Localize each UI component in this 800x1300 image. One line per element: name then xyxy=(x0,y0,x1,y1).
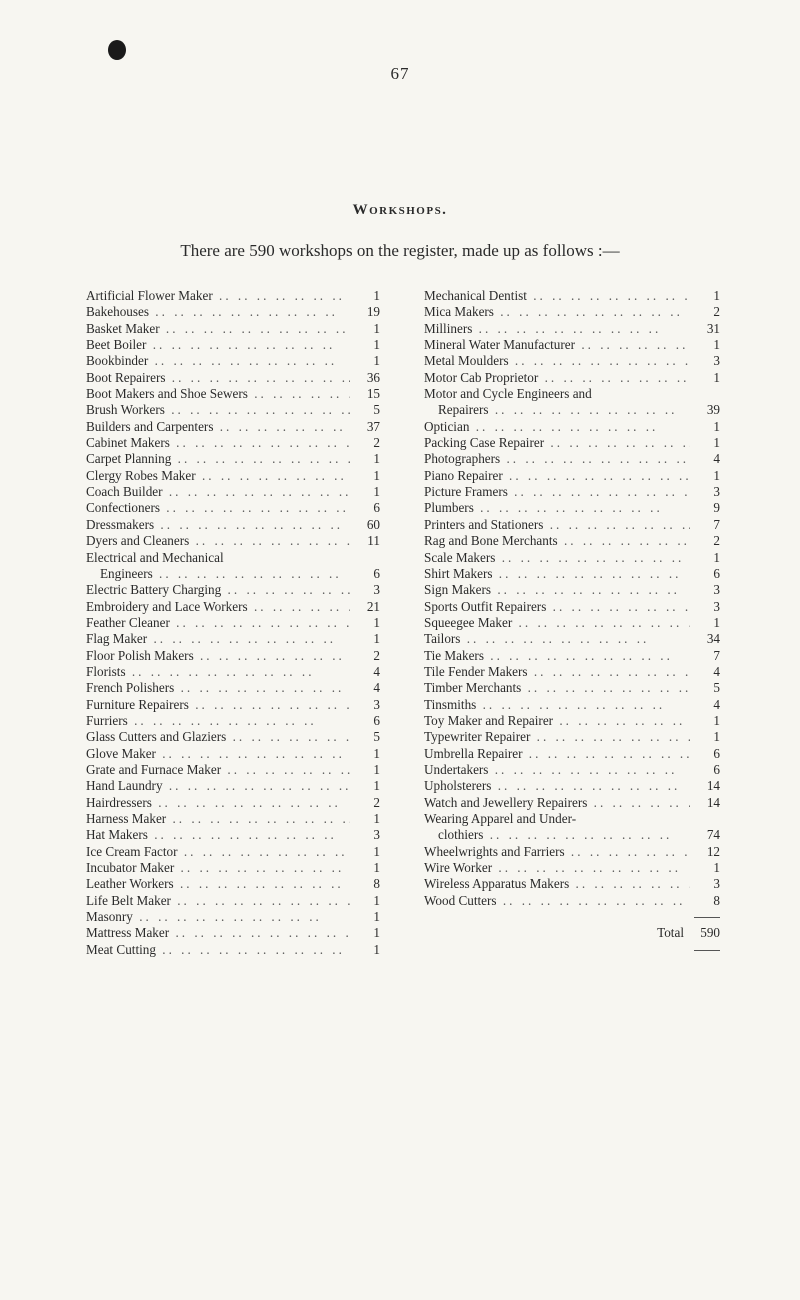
trade-count: 1 xyxy=(713,549,720,565)
list-item xyxy=(424,353,720,369)
trade-count: 4 xyxy=(713,696,720,712)
trade-name: Tinsmiths .. .. xyxy=(424,697,690,713)
trade-count: 6 xyxy=(373,565,380,581)
list-item xyxy=(86,468,380,484)
trade-name: Builders and Carpenters .. .. xyxy=(86,419,350,435)
trade-count: 1 xyxy=(713,435,720,451)
list-item xyxy=(86,353,380,369)
list-item xyxy=(424,419,720,435)
trade-name: Piano Repairer .. .. xyxy=(424,468,690,484)
list-item xyxy=(424,321,720,337)
trade-name: Artificial Flower Maker .. .. xyxy=(86,288,350,304)
list-item xyxy=(86,795,380,811)
trade-count: 3 xyxy=(373,827,380,843)
trade-name: Beet Boiler .. .. xyxy=(86,337,350,353)
list-item xyxy=(86,419,380,435)
list-item xyxy=(86,615,380,631)
intro-text: There are 590 workshops on the register, made up as follows :— xyxy=(180,241,620,260)
trade-count: 21 xyxy=(366,598,380,614)
list-item xyxy=(86,876,380,892)
list-item xyxy=(424,451,720,467)
trade-count: 1 xyxy=(713,729,720,745)
trade-count: 60 xyxy=(366,516,380,532)
list-item xyxy=(86,648,380,664)
trade-count: 3 xyxy=(373,696,380,712)
trade-name: Carpet Planning .. .. xyxy=(86,451,350,467)
trade-count: 74 xyxy=(706,827,720,843)
trade-name: Typewriter Repairer .. .. xyxy=(424,729,690,745)
trade-name: Feather Cleaner .. .. xyxy=(86,615,350,631)
trade-name: Watch and Jewellery Repairers .. .. xyxy=(424,795,690,811)
trade-name: Milliners .. .. xyxy=(424,321,690,337)
trade-name: Leather Workers .. .. xyxy=(86,876,350,892)
trade-name: Hat Makers .. .. xyxy=(86,827,350,843)
list-item xyxy=(86,713,380,729)
trade-name: Rag and Bone Merchants .. .. xyxy=(424,533,690,549)
list-item xyxy=(424,550,720,566)
trade-name: Sports Outfit Repairers .. .. xyxy=(424,599,690,615)
trade-count: 12 xyxy=(706,843,720,859)
list-item xyxy=(86,893,380,909)
trade-count: 1 xyxy=(373,892,380,908)
list-item xyxy=(86,697,380,713)
trade-count: 4 xyxy=(713,451,720,467)
trade-count: 3 xyxy=(713,582,720,598)
trade-count: 3 xyxy=(373,582,380,598)
list-item xyxy=(424,795,720,811)
total-row xyxy=(424,925,720,941)
list-item xyxy=(424,778,720,794)
trade-name: Ice Cream Factor .. .. xyxy=(86,844,350,860)
trade-name: Tile Fender Makers .. .. xyxy=(424,664,690,680)
trade-name: Mica Makers .. .. xyxy=(424,304,690,320)
list-item xyxy=(424,893,720,909)
trade-name: Grate and Furnace Maker .. .. xyxy=(86,762,350,778)
trade-count: 8 xyxy=(373,876,380,892)
trade-count: 6 xyxy=(713,745,720,761)
list-item xyxy=(86,762,380,778)
list-item xyxy=(424,435,720,451)
list-item xyxy=(86,680,380,696)
list-item xyxy=(86,942,380,958)
list-item xyxy=(86,304,380,320)
list-item xyxy=(424,304,720,320)
list-item xyxy=(424,844,720,860)
list-item xyxy=(424,664,720,680)
trade-count: 5 xyxy=(713,680,720,696)
list-item xyxy=(86,566,380,582)
trade-name: Cabinet Makers .. .. xyxy=(86,435,350,451)
trade-count: 1 xyxy=(373,337,380,353)
trade-count: 9 xyxy=(713,500,720,516)
trade-name: Squeegee Maker .. .. xyxy=(424,615,690,631)
trade-name: Bookbinder .. .. xyxy=(86,353,350,369)
trade-count: 3 xyxy=(713,876,720,892)
trade-name: Boot Repairers .. .. xyxy=(86,370,350,386)
trade-name: Flag Maker .. .. xyxy=(86,631,350,647)
total-rule-bottom xyxy=(424,942,720,958)
trade-name: Harness Maker .. .. xyxy=(86,811,350,827)
trade-count: 7 xyxy=(713,647,720,663)
list-item xyxy=(424,599,720,615)
trade-count: 4 xyxy=(373,680,380,696)
trade-count: 1 xyxy=(373,843,380,859)
trade-count: 3 xyxy=(713,353,720,369)
trade-count: 1 xyxy=(713,418,720,434)
list-item xyxy=(424,811,720,827)
list-item xyxy=(86,844,380,860)
trade-name: Motor and Cycle Engineers and xyxy=(424,386,592,402)
trade-count: 1 xyxy=(373,745,380,761)
trade-count: 2 xyxy=(713,533,720,549)
trade-name: Confectioners .. .. xyxy=(86,500,350,516)
list-item xyxy=(424,876,720,892)
list-item xyxy=(86,435,380,451)
list-item xyxy=(424,402,720,418)
trade-count: 1 xyxy=(373,353,380,369)
list-item xyxy=(424,762,720,778)
trade-name: Undertakers .. .. xyxy=(424,762,690,778)
list-item xyxy=(424,517,720,533)
trade-name: Photographers .. .. xyxy=(424,451,690,467)
left-column-list xyxy=(86,288,380,958)
list-item xyxy=(424,468,720,484)
trade-count: 15 xyxy=(366,386,380,402)
trade-count: 2 xyxy=(713,304,720,320)
list-item xyxy=(424,680,720,696)
total-label: Total xyxy=(657,925,684,941)
trade-count: 14 xyxy=(706,794,720,810)
trade-count: 31 xyxy=(706,320,720,336)
list-item xyxy=(424,484,720,500)
list-item xyxy=(424,746,720,762)
trade-count: 5 xyxy=(373,729,380,745)
trade-count: 2 xyxy=(373,794,380,810)
trade-name: Hand Laundry .. .. xyxy=(86,778,350,794)
trade-count: 1 xyxy=(713,860,720,876)
trade-name: Wearing Apparel and Under- xyxy=(424,811,577,826)
list-item xyxy=(424,615,720,631)
trade-name: Life Belt Maker .. .. xyxy=(86,893,350,909)
trade-name: Furniture Repairers .. .. xyxy=(86,697,350,713)
trade-name: Florists .. .. xyxy=(86,664,350,680)
list-item xyxy=(424,697,720,713)
trade-count: 37 xyxy=(366,418,380,434)
trade-count: 1 xyxy=(713,467,720,483)
list-item xyxy=(86,484,380,500)
trade-count: 1 xyxy=(373,467,380,483)
trade-count: 1 xyxy=(373,860,380,876)
trade-count: 1 xyxy=(373,941,380,957)
trade-name: Mechanical Dentist .. .. xyxy=(424,288,690,304)
page-number: 67 xyxy=(390,64,410,83)
trade-count: 6 xyxy=(373,712,380,728)
trade-name: Embroidery and Lace Workers .. .. xyxy=(86,599,350,615)
section-heading: Workshops. xyxy=(352,202,448,218)
trade-count: 1 xyxy=(373,811,380,826)
list-item xyxy=(424,827,720,843)
trade-name: Floor Polish Makers .. .. xyxy=(86,648,350,664)
list-item xyxy=(86,533,380,549)
trade-count: 4 xyxy=(373,663,380,679)
trade-count: 1 xyxy=(373,288,380,303)
list-item xyxy=(86,729,380,745)
trade-name: Wire Worker .. .. xyxy=(424,860,690,876)
list-item xyxy=(86,778,380,794)
trade-count: 1 xyxy=(373,909,380,925)
trade-count: 1 xyxy=(713,288,720,303)
right-column-list xyxy=(424,288,720,958)
trade-name: Mattress Maker .. .. xyxy=(86,925,350,941)
trade-name: Optician .. .. xyxy=(424,419,690,435)
list-item xyxy=(424,566,720,582)
trade-count: 1 xyxy=(713,369,720,385)
trade-name: Printers and Stationers .. .. xyxy=(424,517,690,533)
trade-count: 3 xyxy=(713,484,720,500)
trade-name: Scale Makers .. .. xyxy=(424,550,690,566)
list-item xyxy=(86,402,380,418)
total-value: 590 xyxy=(700,925,720,941)
trade-count: 3 xyxy=(713,598,720,614)
trade-count: 34 xyxy=(706,631,720,647)
list-item xyxy=(424,631,720,647)
trade-count: 1 xyxy=(373,778,380,794)
trade-name: Toy Maker and Repairer .. .. xyxy=(424,713,690,729)
list-item xyxy=(86,386,380,402)
trade-name: Sign Makers .. .. xyxy=(424,582,690,598)
trade-name: French Polishers .. .. xyxy=(86,680,350,696)
list-item xyxy=(86,321,380,337)
trade-name: Timber Merchants .. .. xyxy=(424,680,690,696)
trade-name: Wood Cutters .. .. xyxy=(424,893,690,909)
trade-count: 39 xyxy=(706,402,720,418)
trade-count: 14 xyxy=(706,778,720,794)
trade-name: clothiers .. .. xyxy=(424,827,690,843)
list-item xyxy=(86,860,380,876)
list-item xyxy=(86,631,380,647)
trade-count: 19 xyxy=(366,304,380,320)
trade-name: Brush Workers .. .. xyxy=(86,402,350,418)
trade-count: 4 xyxy=(713,663,720,679)
trade-count: 5 xyxy=(373,402,380,418)
trade-name: Bakehouses .. .. xyxy=(86,304,350,320)
trade-name: Shirt Makers .. .. xyxy=(424,566,690,582)
trade-name: Wireless Apparatus Makers .. .. xyxy=(424,876,690,892)
trade-name: Electrical and Mechanical xyxy=(86,549,224,565)
trade-name: Upholsterers .. .. xyxy=(424,778,690,794)
list-item xyxy=(86,925,380,941)
list-item xyxy=(424,729,720,745)
list-item xyxy=(424,860,720,876)
trade-name: Plumbers .. .. xyxy=(424,500,690,516)
trade-count: 2 xyxy=(373,647,380,663)
trade-name: Repairers .. .. xyxy=(424,402,690,418)
trade-count: 1 xyxy=(713,337,720,353)
trade-name: Meat Cutting .. .. xyxy=(86,942,350,958)
trade-count: 1 xyxy=(713,614,720,630)
trade-name: Umbrella Repairer .. .. xyxy=(424,746,690,762)
trade-name: Boot Makers and Shoe Sewers .. .. xyxy=(86,386,350,402)
list-item xyxy=(424,370,720,386)
trade-count: 11 xyxy=(367,533,380,549)
trade-count: 6 xyxy=(373,500,380,516)
list-item xyxy=(86,909,380,925)
list-item xyxy=(424,288,720,304)
list-item xyxy=(86,599,380,615)
trade-name: Masonry .. .. xyxy=(86,909,350,925)
list-item xyxy=(86,370,380,386)
list-item xyxy=(86,746,380,762)
punch-hole xyxy=(108,40,126,60)
trade-name: Incubator Maker .. .. xyxy=(86,860,350,876)
trade-count: 7 xyxy=(713,516,720,532)
list-item xyxy=(86,582,380,598)
trade-count: 1 xyxy=(373,761,380,777)
trade-name: Tailors .. .. xyxy=(424,631,690,647)
trade-count: 1 xyxy=(373,451,380,467)
trade-name: Furriers .. .. xyxy=(86,713,350,729)
list-item xyxy=(424,533,720,549)
trade-name: Motor Cab Proprietor .. .. xyxy=(424,370,690,386)
trade-name: Basket Maker .. .. xyxy=(86,321,350,337)
trade-name: Glass Cutters and Glaziers .. .. xyxy=(86,729,350,745)
trade-count: 1 xyxy=(373,484,380,500)
list-item xyxy=(424,500,720,516)
trade-count: 1 xyxy=(713,712,720,728)
trade-name: Picture Framers .. .. xyxy=(424,484,690,500)
list-item xyxy=(86,811,380,827)
list-item xyxy=(424,648,720,664)
trade-name: Glove Maker .. .. xyxy=(86,746,350,762)
trade-name: Electric Battery Charging .. .. xyxy=(86,582,350,598)
trade-name: Coach Builder .. .. xyxy=(86,484,350,500)
trade-count: 1 xyxy=(373,925,380,941)
list-item xyxy=(86,337,380,353)
list-item xyxy=(86,288,380,304)
trade-name: Dressmakers .. .. xyxy=(86,517,350,533)
list-item xyxy=(86,827,380,843)
trade-count: 2 xyxy=(373,435,380,451)
trade-count: 36 xyxy=(366,369,380,385)
trade-name: Hairdressers .. .. xyxy=(86,795,350,811)
list-item xyxy=(86,517,380,533)
list-item xyxy=(424,713,720,729)
trade-name: Tie Makers .. .. xyxy=(424,648,690,664)
list-item xyxy=(86,500,380,516)
trade-count: 1 xyxy=(373,320,380,336)
trade-name: Dyers and Cleaners .. .. xyxy=(86,533,350,549)
trade-name: Engineers .. .. xyxy=(86,566,350,582)
list-item xyxy=(424,582,720,598)
trade-count: 1 xyxy=(373,631,380,647)
list-item xyxy=(86,451,380,467)
trade-count: 1 xyxy=(373,614,380,630)
trade-name: Metal Moulders .. .. xyxy=(424,353,690,369)
trade-count: 8 xyxy=(713,892,720,908)
trade-name: Wheelwrights and Farriers .. .. xyxy=(424,844,690,860)
trade-name: Packing Case Repairer .. .. xyxy=(424,435,690,451)
list-item xyxy=(86,664,380,680)
total-rule-top xyxy=(424,909,720,925)
list-item xyxy=(86,550,380,566)
list-item xyxy=(424,386,720,402)
trade-name: Clergy Robes Maker .. .. xyxy=(86,468,350,484)
list-item xyxy=(424,337,720,353)
trade-count: 6 xyxy=(713,565,720,581)
trade-count: 6 xyxy=(713,761,720,777)
trade-name: Mineral Water Manufacturer .. .. xyxy=(424,337,690,353)
